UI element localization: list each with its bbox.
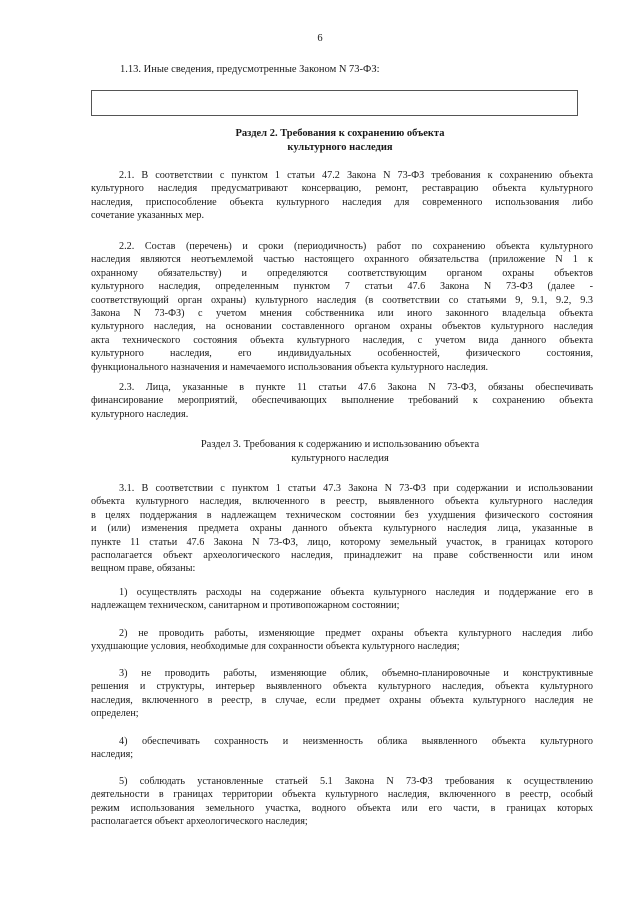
text-line: 5) соблюдать установленные статьей 5.1 Закона N 73-ФЗ требования к осуществлению xyxy=(119,776,593,787)
text-line: сочетание указанных мер. xyxy=(91,210,205,222)
section2-title-line1: Раздел 2. Требования к сохранению объекта xyxy=(235,128,445,139)
obligation-item-4 xyxy=(91,735,593,762)
section3-title-line1: Раздел 3. Требования к содержанию и использованию объекта xyxy=(200,439,480,450)
text-line: 2.2. Состав (перечень) и сроки (периодичность) работ по сохранению объекта культурного xyxy=(119,241,593,252)
text-line: объекта культурного наследия, включенного в реестр, выявленного объекта культурного наследия xyxy=(91,496,593,508)
text-line: культурного наследия предусматривают консервацию, ремонт, реставрацию объекта культурного xyxy=(91,183,593,195)
page-number: 6 xyxy=(317,33,323,44)
text-line: располагается объект археологического наследия, принадлежит на праве собственности или ином xyxy=(91,550,593,562)
obligation-item-1 xyxy=(91,586,593,613)
text-line: соответствующий орган охраны) культурного наследия (в соответствии со статьями 9, 9.1, 9.2, 9.3 xyxy=(91,294,593,306)
section2-title-line2: культурного наследия xyxy=(287,142,393,153)
text-line: Закона N 73-ФЗ) с учетом мнения собственника или иного законного владельца объекта xyxy=(91,308,593,320)
text-line: акта технического состояния объекта культурного наследия, с учетом вида данного объекта xyxy=(91,334,593,346)
text-line: культурного наследия, определенным пунктом 7 статьи 47.6 Закона N 73-ФЗ (далее - xyxy=(91,281,593,293)
text-line: культурного наследия. xyxy=(91,408,189,420)
obligation-item-5 xyxy=(91,775,593,829)
obligation-item-2 xyxy=(91,627,593,654)
text-line: функционального назначения и намечаемого использования объекта культурного наследия. xyxy=(91,361,489,373)
text-line: ухудшающие условия, необходимые для сохранности объекта культурного наследия; xyxy=(91,641,460,653)
text-line: надлежащем техническом, санитарном и противопожарном состоянии; xyxy=(91,600,400,612)
text-line: в целях поддержания в надлежащем техническом состоянии без ухудшения физического состояния xyxy=(91,509,593,521)
paragraph-3-1 xyxy=(91,482,593,576)
text-line: культурного наследия, его индивидуальных особенностей, физического состояния, xyxy=(91,348,593,360)
text-line: деятельности в границах территории объекта культурного наследия, включенного в реестр, особый xyxy=(91,789,593,801)
text-line: и (или) изменения предмета охраны данного объекта культурного наследия лица, указанные в xyxy=(91,523,593,535)
text-line: располагается объект археологического наследия; xyxy=(91,816,308,828)
text-line: 1) осуществлять расходы на содержание объекта культурного наследия и поддержание его в xyxy=(119,587,593,598)
text-line: наследия являются неотъемлемой частью настоящего охранного обязательства (приложение N 1 к xyxy=(91,254,593,266)
text-line: 3.1. В соответствии с пунктом 1 статьи 47.3 Закона N 73-ФЗ при содержании и использовании xyxy=(119,483,593,494)
text-line: 4) обеспечивать сохранность и неизменность облика выявленного объекта культурного xyxy=(119,736,593,747)
text-line: пункте 11 статьи 47.6 Закона N 73-ФЗ, лицо, которому земельный участок, в границах которого xyxy=(91,536,593,548)
text-line: финансирование мероприятий, обеспечивающих выполнение требований к сохранению объекта xyxy=(91,395,593,407)
text-line: наследия, включенного в реестр, в случае, если предмет охраны объекта культурного наследия не xyxy=(91,694,593,706)
paragraph-2-1 xyxy=(91,169,593,223)
section1-item-1-13: 1.13. Иные сведения, предусмотренные Законом N 73-ФЗ: xyxy=(120,64,380,75)
text-line: 2.1. В соответствии с пунктом 1 статьи 47.2 Закона N 73-ФЗ требования к сохранению объекта xyxy=(119,170,593,181)
text-line: определен; xyxy=(91,708,139,720)
text-line: решения и структуры, интерьер выявленного объекта культурного наследия, объекта культурного xyxy=(91,681,593,693)
text-line: наследия, приспособление объекта культурного наследия для современного использования либо xyxy=(91,196,593,208)
section3-title-line2: культурного наследия xyxy=(291,453,389,464)
text-line: культурного наследия, на основании составленного органом охраны объектов культурного наследия xyxy=(91,321,593,333)
paragraph-2-3 xyxy=(91,381,593,421)
paragraph-2-2 xyxy=(91,240,593,374)
text-line: 3) не проводить работы, изменяющие облик, объемно-планировочные и конструктивные xyxy=(119,668,593,679)
text-line: вещном праве, обязаны: xyxy=(91,563,196,575)
text-line: 2) не проводить работы, изменяющие предмет охраны объекта культурного наследия либо xyxy=(119,628,593,639)
text-line: режим использования земельного участка, водного объекта или его части, в границах которых xyxy=(91,802,593,814)
other-info-empty-box xyxy=(91,90,578,116)
text-line: наследия; xyxy=(91,749,134,761)
obligation-item-3 xyxy=(91,667,593,721)
text-line: 2.3. Лица, указанные в пункте 11 статьи 47.6 Закона N 73-ФЗ, обязаны обеспечивать xyxy=(119,382,593,393)
text-line: охранному обязательству) и определяются соответствующим органом охраны объектов xyxy=(91,267,593,279)
